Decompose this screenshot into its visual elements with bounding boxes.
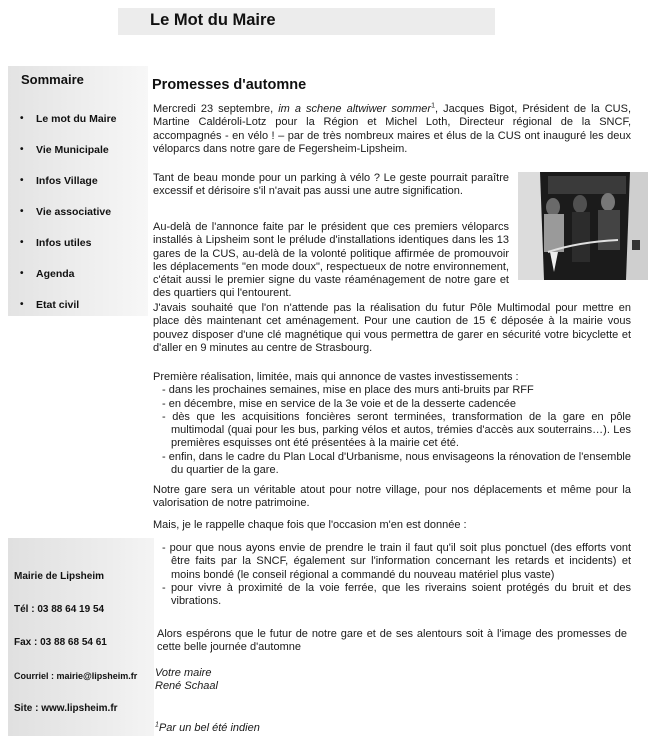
conditions-section	[153, 542, 631, 608]
paragraph-veloparcs: Au-delà de l'annonce faite par le président que ces premiers véloparcs installés à Lipsheim sont le prélude d'installations identiques dans les 13 gares de la CUS, au-delà de la volonté politique affirmée de promouvoir les déplacements "en mode doux", respectueux de notre environnement, c'était aussi le premier signe du vaste réaménagement de notre gare et des quartiers qui l'entourent.	[153, 221, 509, 300]
bullet-icon: •	[20, 268, 24, 279]
sidebar-item-le-mot-du-maire[interactable]	[20, 103, 117, 134]
paragraph-conclusion: Alors espérons que le futur de notre gare et de ses alentours soit à l'image des promesses de cette belle journée d'automne	[157, 628, 627, 654]
sidebar-item-label: Infos Village	[36, 174, 98, 187]
paragraph-parking: Tant de beau monde pour un parking à vélo ? Le geste pourrait paraître excessif et dérisoire s'il n'avait pas aussi une autre signification.	[153, 172, 509, 198]
text-span: , Jacques Bigot, Président de la CUS, Martine Caldéroli-Lotz pour la Région et Michel Loth, Directeur régional de la SNCF, accompagnés - en vélo ! – par de très nombreux maires et élus de la CUS ont inauguré les deux véloparcs dans notre gare de Fegersheim-Lipsheim.	[153, 103, 632, 155]
list-item: - pour que nous ayons envie de prendre le train il faut qu'il soit plus ponctuel (des efforts vont être faits par la SNCF, également sur l'information concernant les retards et incidents) et moins bondé (le conseil régional a commandé du nouveau matériel plus vaste)	[162, 542, 631, 581]
text-span: Mercredi 23 septembre,	[153, 103, 279, 115]
paragraph-atout: Notre gare sera un véritable atout pour notre village, pour nos déplacements et même pour la valorisation de notre patrimoine.	[153, 484, 631, 510]
paragraph-rappel: Mais, je le rappelle chaque fois que l'occasion m'en est donnée :	[153, 519, 467, 531]
inauguration-photo	[518, 172, 648, 280]
contact-fax: Fax : 03 88 68 54 61	[14, 637, 107, 648]
sidebar-item-infos-utiles[interactable]	[20, 227, 117, 258]
investments-intro: Première réalisation, limitée, mais qui annonce de vastes investissements :	[153, 371, 519, 383]
list-item: - dès que les acquisitions foncières seront terminées, transformation de la gare en pôle multimodal (quai pour les bus, parking vélos et autos, trémies d'accès aux souterrains…). Les premières esquisses ont été présentées à la mairie cet été.	[162, 410, 631, 450]
sidebar-item-label: Le mot du Maire	[36, 112, 117, 125]
article-title: Promesses d'automne	[152, 77, 307, 93]
sidebar-item-label: Vie associative	[36, 205, 112, 218]
investments-list	[153, 384, 631, 477]
sidebar-item-infos-village[interactable]	[20, 165, 117, 196]
sidebar-item-label: Agenda	[36, 267, 75, 280]
sidebar-item-agenda[interactable]	[20, 258, 117, 289]
paragraph-intro	[153, 103, 631, 156]
bullet-icon: •	[20, 299, 24, 310]
conditions-list	[153, 542, 631, 608]
contact-email-link[interactable]: Courriel : mairie@lipsheim.fr	[14, 671, 138, 681]
list-item: - enfin, dans le cadre du Plan Local d'Urbanisme, nous envisageons la rénovation de l'ensemble du quartier de la gare.	[162, 450, 631, 477]
sidebar-item-label: Etat civil	[36, 298, 80, 311]
list-item: - pour vivre à proximité de la voie ferrée, que les riverains soient protégés du bruit et des vibrations.	[162, 581, 631, 608]
sidebar-title: Sommaire	[21, 72, 84, 87]
alsatian-phrase: im a schene altwiwer sommer	[278, 103, 432, 115]
sidebar-item-etat-civil[interactable]	[20, 289, 117, 320]
contact-name: Mairie de Lipsheim	[14, 571, 105, 582]
sidebar-item-vie-associative[interactable]	[20, 196, 117, 227]
page-title: Le Mot du Maire	[150, 11, 276, 29]
photo-image	[518, 172, 648, 280]
sidebar-item-vie-municipale[interactable]	[20, 134, 117, 165]
contact-phone: Tél : 03 88 64 19 54	[14, 604, 105, 615]
footnote-text: Par un bel été indien	[158, 722, 260, 734]
sidebar-item-label: Infos utiles	[36, 236, 92, 249]
signature-name: René Schaal	[155, 680, 218, 692]
footnote	[155, 722, 260, 735]
bullet-icon: •	[20, 206, 24, 217]
contact-site-link[interactable]: Site : www.lipsheim.fr	[14, 703, 118, 714]
bullet-icon: •	[20, 175, 24, 186]
signature-title: Votre maire	[155, 667, 212, 679]
sidebar-item-label: Vie Municipale	[36, 143, 109, 156]
bullet-icon: •	[20, 144, 24, 155]
bullet-icon: •	[20, 237, 24, 248]
investments-section	[153, 371, 631, 477]
footnote-mark: 1	[431, 102, 435, 110]
bullet-icon: •	[20, 113, 24, 124]
list-item: - en décembre, mise en service de la 3e voie et de la desserte cadencée	[162, 397, 517, 410]
sidebar-nav	[20, 103, 117, 320]
paragraph-pole-multimodal: J'avais souhaité que l'on n'attende pas la réalisation du futur Pôle Multimodal pour mettre en place dès maintenant cet aménagement. Pour une caution de 15 € déposée à la mairie vous pouvez disposer d'une clé magnétique qui vous permettra de garer en sécurité votre bicyclette et d'aller en 9 minutes au centre de Strasbourg.	[153, 302, 631, 354]
footnote-mark: 1	[155, 721, 159, 729]
list-item: - dans les prochaines semaines, mise en place des murs anti-bruits par RFF	[162, 384, 534, 397]
